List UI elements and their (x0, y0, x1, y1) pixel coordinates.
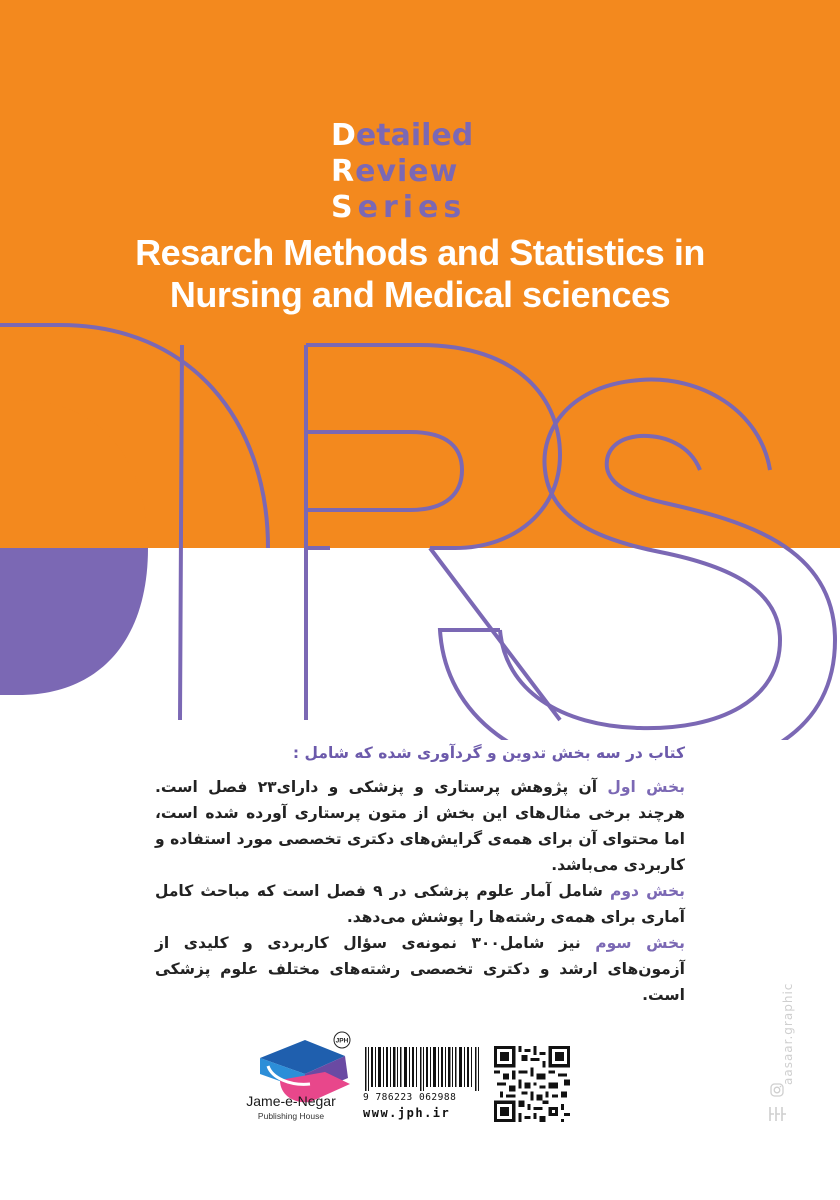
part-1-text: آن پژوهش پرستاری و پزشکی و دارای۲۳ فصل است. هرچند برخی مثال‌های این بخش از متون پرستاری آورده شده است، اما محتوای آن برای همه‌ی گرایش‌های دکتری تخصصی مورد استفاده و کاربردی می‌باشد. (155, 778, 685, 874)
website-url[interactable]: www.jph.ir (363, 1106, 451, 1120)
part-2-text: شامل آمار علوم پزشکی در ۹ فصل است که مباحث کامل آماری برای همه‌ی رشته‌ها را پوشش می‌دهد. (155, 882, 685, 926)
publisher-name: Jame-e-Negar (246, 1093, 336, 1109)
barcode (363, 1047, 481, 1091)
isbn-number: 9 786223 062988 (363, 1092, 457, 1103)
series-logo (331, 118, 473, 226)
big-letter-s (440, 380, 835, 740)
book-title (60, 232, 780, 316)
part-3-text: نیز شامل۳۰۰ نمونه‌ی سؤال کاربردی و کلیدی از آزمون‌های ارشد و دکتری تخصصی رشته‌های مختلف علوم پزشکی است. (155, 934, 685, 1004)
part-1-label: بخش اول (607, 778, 686, 796)
book-description (155, 740, 685, 1008)
book-title-line-1: Resarch Methods and Statistics in (135, 232, 705, 273)
instagram-icon (770, 1083, 784, 1097)
series-cap-d: D (331, 118, 356, 153)
designer-logo-icon (768, 1105, 788, 1123)
series-cap-s: S (331, 190, 358, 225)
part-2-label: بخش دوم (609, 882, 686, 900)
part-3-label: بخش سوم (595, 934, 686, 952)
publisher-subtitle: Publishing House (257, 1111, 325, 1121)
series-cap-r: R (331, 154, 356, 189)
book-title-line-2: Nursing and Medical sciences (169, 274, 671, 315)
drs-big-letters (0, 300, 840, 740)
designer-credit: aasaar.graphic (781, 982, 795, 1085)
description-intro: کتاب در سه بخش تدوین و گردآوری شده که شامل : (292, 744, 685, 762)
description-part-1 (155, 774, 685, 878)
series-word-detailed: etailed (355, 118, 474, 153)
series-word-review: eview (355, 154, 459, 189)
series-word-series: eries (357, 190, 467, 225)
publisher-badge: JPH (335, 1037, 349, 1045)
description-part-3 (155, 930, 685, 1008)
qr-code (494, 1046, 570, 1122)
description-part-2 (155, 878, 685, 930)
